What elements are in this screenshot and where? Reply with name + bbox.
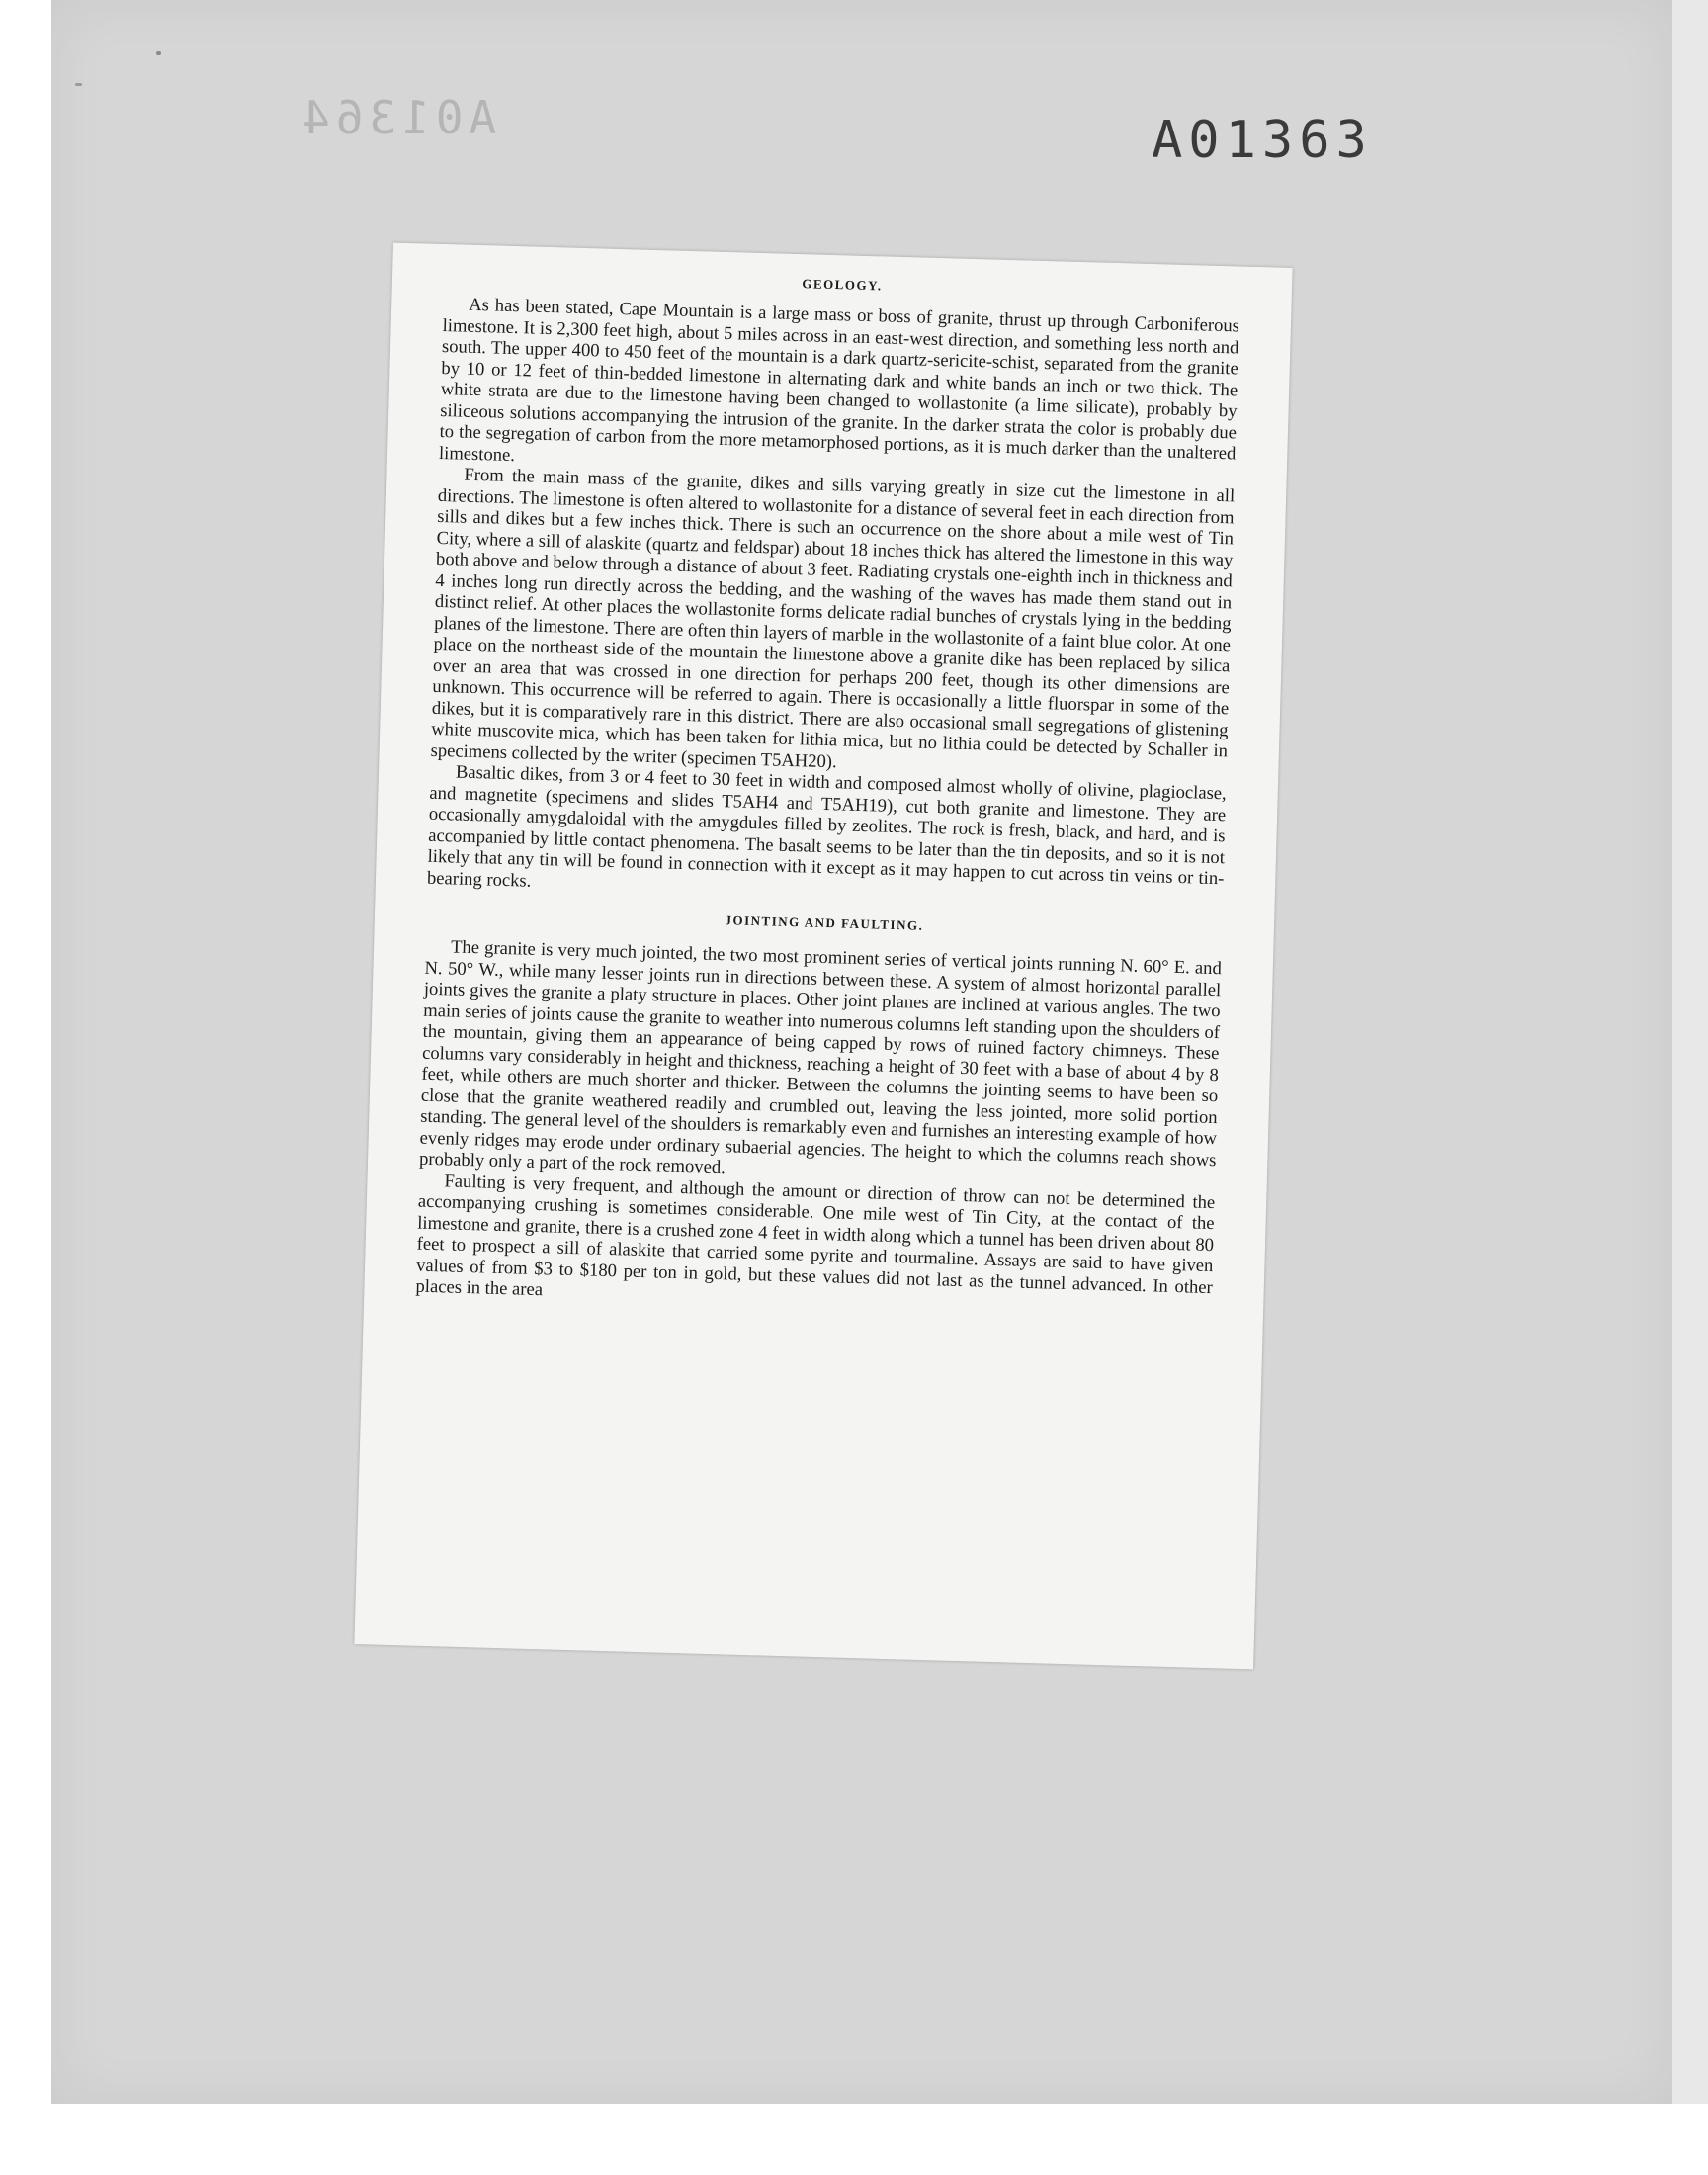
board-edge	[1672, 0, 1708, 2104]
section-heading-jointing: JOINTING AND FAULTING.	[725, 913, 924, 933]
paragraph: As has been stated, Cape Mountain is a large mass or boss of granite, thrust up through Carboniferous limestone. It is 2,300 feet high, about 5 miles across in an east-west direction, and something less north and south. The upper 400 to 450 feet of the mountain is a dark quartz-sericite-schist, separated from the granite by 10 or 12 feet of thin-bedded limestone in alternating dark and white bands an inch or two thick. The white strata are due to the limestone having been changed to wollastonite (a lime silicate), probably by siliceous solutions accompanying the intrusion of the granite. In the darker strata the color is probably due to the segregation of carbon from the more metamorphosed portions, as it is much darker than the unaltered limestone.	[438, 294, 1240, 466]
dust-speck	[156, 51, 161, 55]
paragraph: From the main mass of the granite, dikes and sills varying greatly in size cut the limestone in all directions. The limestone is often altered to wollastonite for a distance of several feet in each direction from sills and dikes but a few inches thick. There is such an occurrence on the shore about a mile west of Tin City, where a sill of alaskite (quartz and feldspar) about 18 inches thick has altered the limestone in this way both above and below through a distance of about 3 feet. Radiating crystals one-eighth inch in thickness and 4 inches long run directly across the bedding, and the washing of the waves has made them stand out in distinct relief. At other places the wollastonite forms delicate radial bunches of crystals lying in the bedding planes of the limestone. There are often thin layers of marble in the wollastonite of a faint blue color. At one place on the northeast side of the mountain the limestone above a granite dike has been replaced by silica over an area that was crossed in one direction for perhaps 200 feet, though its other dimensions are unknown. This occurrence will be referred to again. There is occasionally a little fluorspar in some of the dikes, but it is comparatively rare in this district. There are also occasional small segregations of glistening white muscovite mica, which has been taken for lithia mica, but no lithia could be detected by Schaller in specimens collected by the writer (specimen T5AH20).	[430, 464, 1236, 772]
paragraph: Faulting is very frequent, and although the amount or direction of throw can not be determined the accompanying crushing is sometimes considerable. One mile west of Tin City, at the contact of the limestone and granite, there is a crushed zone 4 feet in width along which a tunnel has been driven about 80 feet to prospect a sill of alaskite that carried some pyrite and tourmaline. Assays are said to have given values of from $3 to $180 per ton in gold, but these values did not last as the tunnel advanced. In other places in the area	[415, 1170, 1216, 1301]
page-content	[415, 266, 1240, 1320]
document-page	[354, 243, 1292, 1670]
section-heading-geology: GEOLOGY.	[802, 276, 883, 294]
dust-speck	[75, 83, 82, 86]
paragraph: Basaltic dikes, from 3 or 4 feet to 30 feet in width and composed almost wholly of olivine, plagioclase, and magnetite (specimens and slides T5AH4 and T5AH19), cut both granite and limestone. They are occasionally amygdaloidal with the amygdules filled by zeolites. The rock is fresh, black, and hard, and is accompanied by little contact phenomena. The basalt seems to be later than the tin deposits, and so it is not likely that any tin will be found in connection with it except as it may happen to cut across tin veins or tin-bearing rocks.	[426, 761, 1228, 892]
archive-stamp: A01363	[1152, 111, 1373, 170]
mirrored-archive-stamp: A01364	[297, 91, 497, 144]
paragraph: The granite is very much jointed, the two most prominent series of vertical joints running N. 60° E. and N. 50° W., while many lesser joints run in directions between these. A system of almost horizontal parallel joints gives the granite a platy structure in places. Other joint planes are inclined at various angles. The two main series of joints cause the granite to weather into numerous columns left standing upon the shoulders of the mountain, giving them an appearance of being capped by rows of ruined factory chimneys. These columns vary considerably in height and thickness, reaching a height of 30 feet with a base of about 4 by 8 feet, while others are much shorter and thicker. Between the columns the jointing seems to have been so close that the granite weathered readily and crumbled out, leaving the less jointed, more solid portion standing. The general level of the shoulders is remarkably even and furnishes an interesting example of how evenly ridges may erode under ordinary subaerial agencies. The height to which the columns reach shows probably only a part of the rock removed.	[418, 936, 1223, 1178]
